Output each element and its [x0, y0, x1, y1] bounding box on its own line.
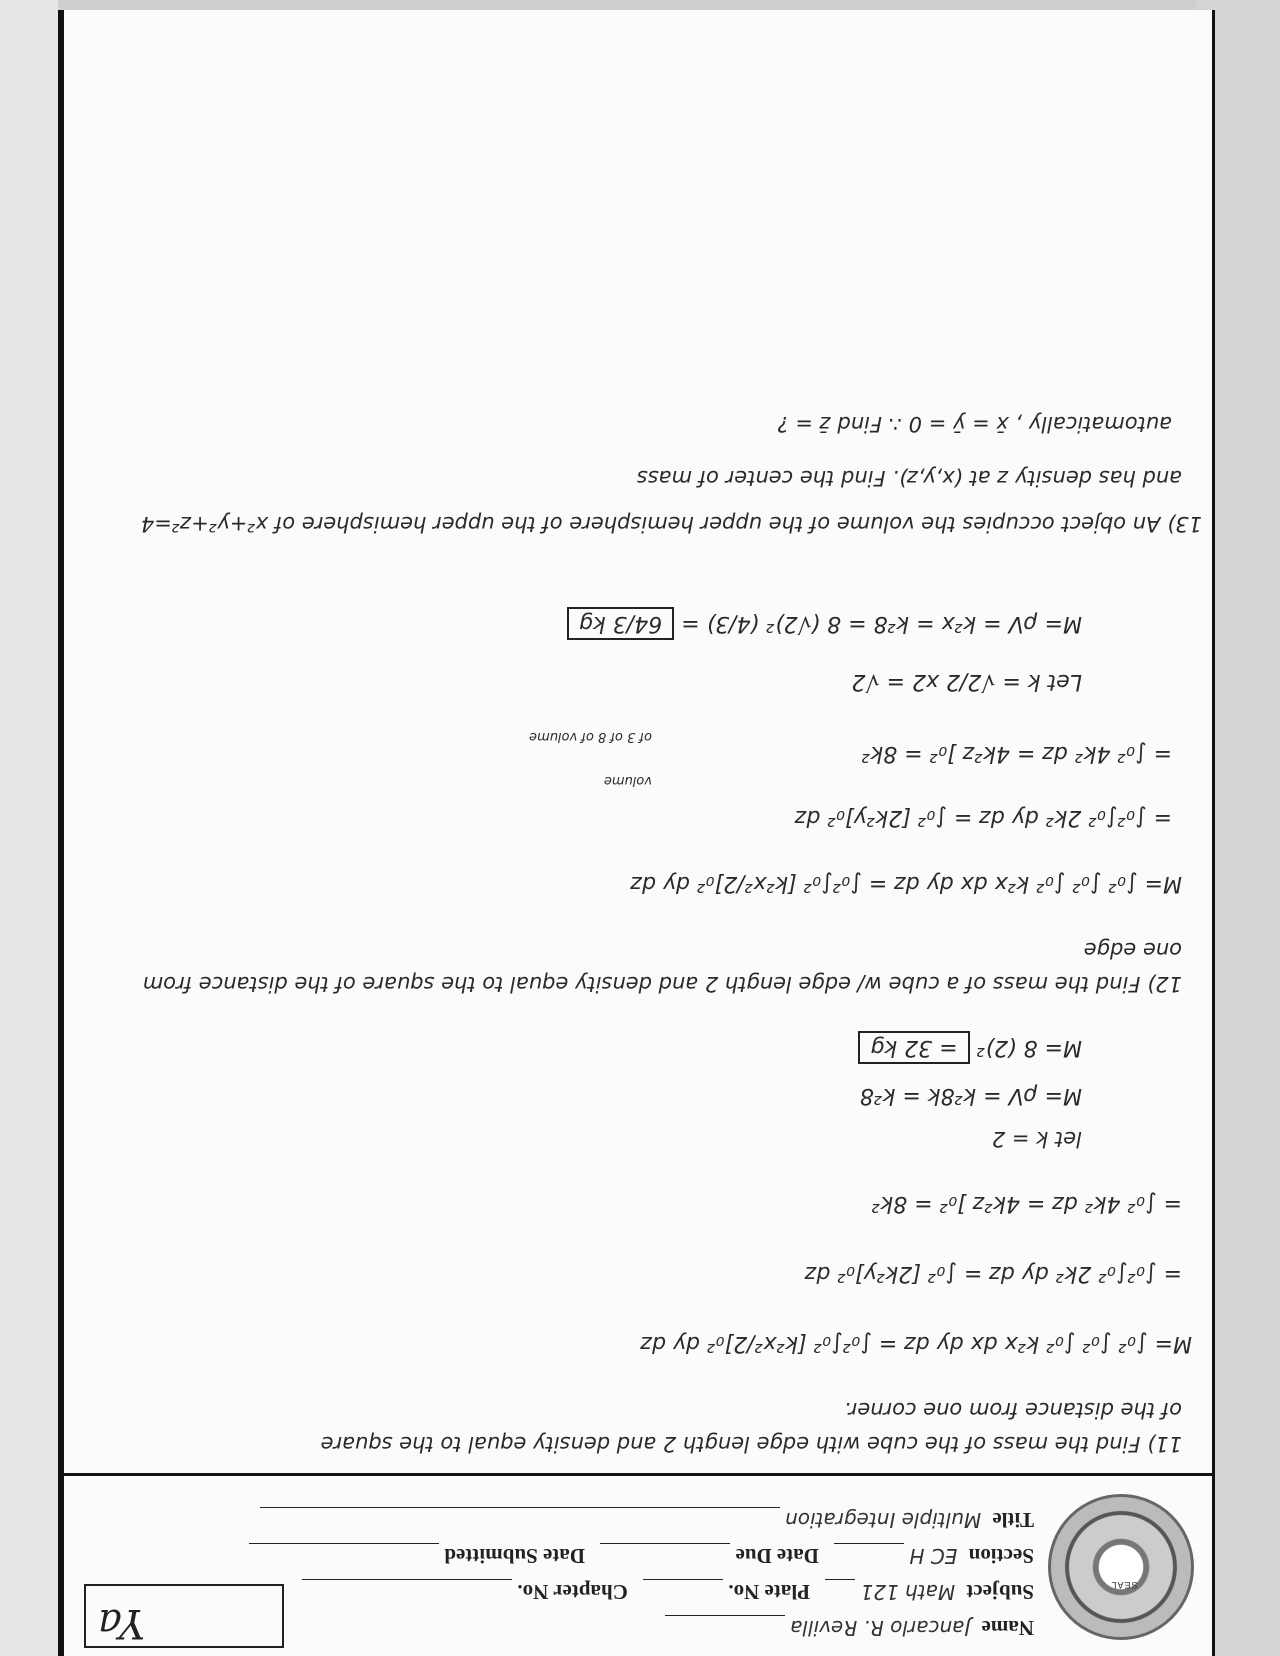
problem-12-answer: 64/3 kg: [567, 607, 674, 640]
title-row: [260, 1507, 1034, 1532]
school-seal-logo: [1048, 1494, 1194, 1640]
date-due-label: Date Due: [735, 1544, 819, 1568]
chapter-label: Chapter No.: [517, 1580, 628, 1604]
problem-11-statement-line-2: of the distance from one corner.: [843, 1398, 1182, 1422]
name-value: Jancarlo R. Revilla: [790, 1616, 971, 1640]
title-value: Multiple Integration: [785, 1508, 982, 1532]
section-value: EC H: [909, 1544, 958, 1568]
section-row: [249, 1543, 1034, 1568]
problem-11-work-line-3: = ∫₀² 4k² dz = 4k²z ]₀² = 8k²: [871, 1191, 1182, 1216]
problem-11-work-line-1: M= ∫₀² ∫₀² ∫₀² k²x dx dy dz = ∫₀²∫₀² [k²x²/2]₀² dy dz: [640, 1331, 1192, 1356]
document-page: [58, 10, 1215, 1656]
problem-11-work-line-6: [858, 1035, 1082, 1060]
problem-12-work-line-2: = ∫₀²∫₀² 2k² dy dz = ∫₀² [2k²y]₀² dz: [794, 805, 1172, 830]
problem-12-note-fraction: of 3 of 8 of volume: [529, 729, 652, 744]
problem-11-statement-line-1: 11) Find the mass of the cube with edge length 2 and density equal to the square: [320, 1432, 1182, 1456]
problem-12-statement-line-2: one edge: [1083, 938, 1182, 962]
subject-row: [302, 1579, 1034, 1604]
date-submitted-label: Date Submitted: [444, 1544, 586, 1568]
problem-13-statement-line-3: automatically , x̄ = ȳ = 0 ∴ Find z̄ = ?: [777, 412, 1172, 436]
problem-13-statement-line-2: and has density z at (x,y,z). Find the center of mass: [636, 466, 1182, 490]
problem-12-note-volume: volume: [603, 773, 652, 788]
problem-12-statement-line-1: 12) Find the mass of a cube w/ edge length 2 and density equal to the square of the distance from: [142, 972, 1182, 996]
problem-11-work-line-5: M= ρV = k²8k = k²8: [859, 1083, 1082, 1108]
name-label: Name: [981, 1616, 1034, 1640]
subject-value: Math 121: [860, 1580, 956, 1604]
seal-lettering: SEAL: [1110, 1580, 1138, 1590]
scan-edge-left: [0, 0, 58, 1656]
problem-11-mass-expression: M= 8 (2)²: [976, 1035, 1082, 1060]
problem-12-work-line-4: Let k = √2/2 x2 = √2: [851, 669, 1082, 694]
subject-label: Subject: [966, 1580, 1034, 1604]
section-label: Section: [968, 1544, 1034, 1568]
problem-12-work-line-1: M= ∫₀² ∫₀² ∫₀² k²x dx dy dz = ∫₀²∫₀² [k²x²/2]₀² dy dz: [630, 871, 1182, 896]
problem-12-work-line-3: = ∫₀² 4k² dz = 4k²z ]₀² = 8k²: [861, 741, 1172, 766]
problem-12-mass-expression: M= ρV = k²x = k²8 = 8 (√2)² (4/3) =: [681, 611, 1082, 636]
problem-12-work-line-5: [567, 611, 1082, 636]
plate-header: [64, 1473, 1212, 1656]
problem-13-statement-line-1: 13) An object occupies the volume of the upper hemisphere of the upper hemisphere of x²+y²+z²=4: [140, 512, 1202, 536]
problem-11-work-line-2: = ∫₀²∫₀² 2k² dy dz = ∫₀² [2k²y]₀² dz: [804, 1261, 1182, 1286]
name-row: [665, 1615, 1034, 1640]
problem-11-work-line-4: let k = 2: [991, 1127, 1082, 1151]
problem-11-answer: = 32 kg: [858, 1031, 969, 1064]
plate-label: Plate No.: [728, 1580, 811, 1604]
title-label: Title: [992, 1508, 1034, 1532]
signature: Ya: [98, 1600, 146, 1646]
